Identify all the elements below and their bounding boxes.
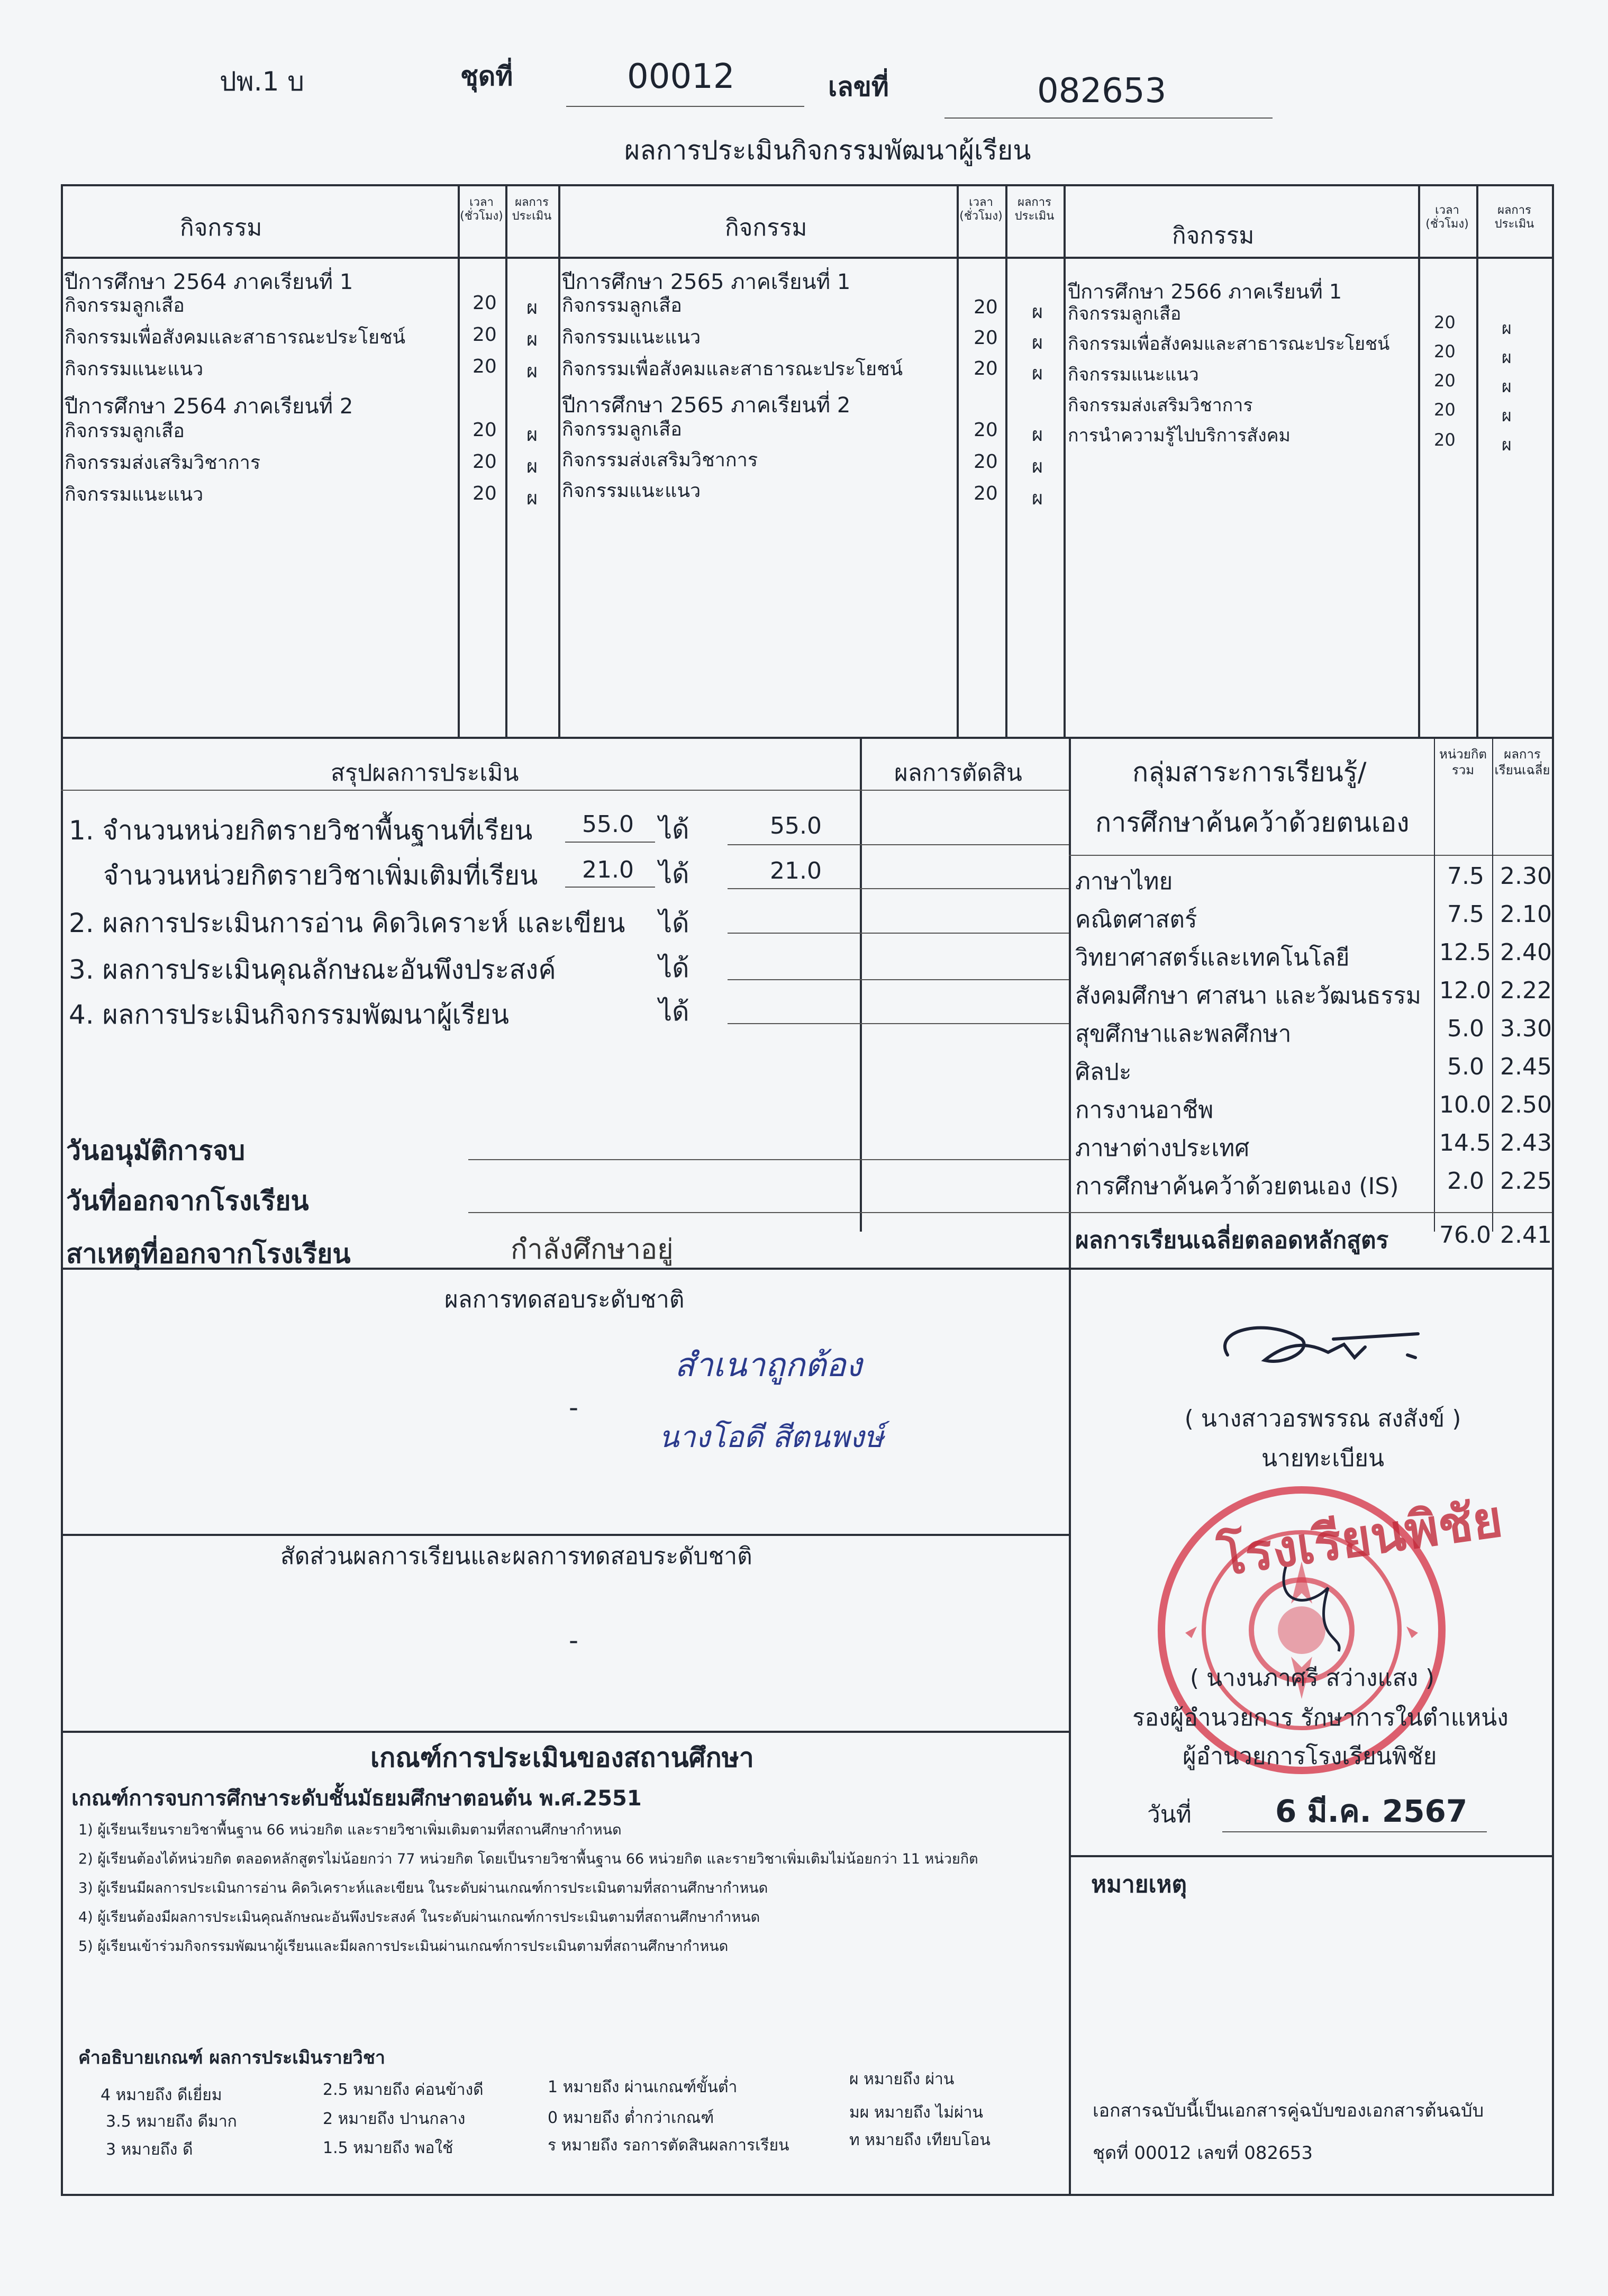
- result-header-1: ผลการประเมิน: [512, 196, 552, 223]
- subjects-title-1: กลุ่มสาระการเรียนรู้/: [1132, 757, 1367, 788]
- activity-hours: 20: [974, 296, 998, 318]
- summary-row-value: 21.0: [582, 856, 634, 883]
- activity-result: ผ: [526, 297, 538, 319]
- subjects-title-2: การศึกษาค้นคว้าด้วยตนเอง: [1095, 807, 1410, 838]
- got-label: ได้: [659, 953, 689, 983]
- activity-name: กิจกรรมแนะแนว: [65, 484, 204, 505]
- legend-item: ผ หมายถึง ผ่าน: [849, 2070, 955, 2089]
- summary-row-label: 1. จำนวนหน่วยกิตรายวิชาพื้นฐานที่เรียน: [69, 815, 533, 846]
- legend-title: คำอธิบายเกณฑ์ ผลการประเมินรายวิชา: [78, 2047, 386, 2068]
- national-test-value: -: [569, 1392, 579, 1423]
- summary-row-label: 4. ผลการประเมินกิจกรรมพัฒนาผู้เรียน: [69, 999, 510, 1030]
- subject-credit: 5.0: [1447, 1015, 1484, 1042]
- activity-name: กิจกรรมแนะแนว: [562, 480, 701, 502]
- legend-item: มผ หมายถึง ไม่ผ่าน: [849, 2103, 984, 2122]
- activity-header-2: กิจกรรม: [725, 214, 807, 241]
- activity-result: ผ: [1032, 487, 1043, 509]
- criteria-item: 5) ผู้เรียนเข้าร่วมกิจกรรมพัฒนาผู้เรียนและมีผลการประเมินผ่านเกณฑ์การประเมินตามที่สถานศึกษากำหนด: [78, 1938, 729, 1955]
- activity-hours: 20: [974, 451, 998, 473]
- activity-name: กิจกรรมเพื่อสังคมและสาธารณะประโยชน์: [1068, 333, 1390, 355]
- legend-item: 3.5 หมายถึง ดีมาก: [106, 2112, 237, 2131]
- activity-name: กิจกรรมส่งเสริมวิชาการ: [65, 452, 261, 474]
- got-label: ได้: [659, 908, 689, 938]
- subject-grade: 2.45: [1500, 1053, 1552, 1080]
- criteria-subtitle: เกณฑ์การจบการศึกษาระดับชั้นมัธยมศึกษาตอนต้น พ.ศ.2551: [71, 1786, 642, 1811]
- activity-hours: 20: [974, 358, 998, 379]
- ratio-value: -: [569, 1625, 579, 1656]
- date-value: 6 มี.ค. 2567: [1275, 1793, 1468, 1829]
- got-label: ได้: [659, 996, 689, 1027]
- approve-date-label: วันอนุมัติการจบ: [66, 1135, 246, 1166]
- criteria-item: 4) ผู้เรียนต้องมีผลการประเมินคุณลักษณะอันพึงประสงค์ ในระดับผ่านเกณฑ์การประเมินตามที่สถานศึกษากำหนด: [78, 1909, 760, 1926]
- activity-name: กิจกรรมส่งเสริมวิชาการ: [562, 449, 758, 471]
- activity-hours: 20: [473, 292, 497, 314]
- activity-result: ผ: [526, 487, 538, 509]
- summary-row-got: 21.0: [770, 857, 822, 884]
- criteria-title: เกณฑ์การประเมินของสถานศึกษา: [370, 1742, 754, 1773]
- activity-result: ผ: [1502, 318, 1512, 338]
- set-number: 00012: [627, 57, 735, 96]
- activity-result: ผ: [1502, 376, 1512, 396]
- result-header-3: ผลการประเมิน: [1494, 204, 1534, 231]
- subject-credit: 12.0: [1439, 977, 1491, 1004]
- activity-result: ผ: [1502, 435, 1512, 455]
- summary-title: สรุปผลการประเมิน: [331, 760, 519, 787]
- term-title: ปีการศึกษา 2564 ภาคเรียนที่ 1: [65, 270, 353, 294]
- national-test-title: ผลการทดสอบระดับชาติ: [444, 1286, 685, 1313]
- activity-hours: 20: [473, 483, 497, 504]
- activity-result: ผ: [526, 456, 538, 477]
- registrar-signature-mark: [1206, 1307, 1439, 1392]
- activity-name: กิจกรรมแนะแนว: [1068, 364, 1199, 385]
- subject-credit: 2.0: [1447, 1168, 1484, 1195]
- activity-result: ผ: [1032, 332, 1043, 354]
- legend-item: 4 หมายถึง ดีเยี่ยม: [101, 2086, 222, 2104]
- activity-hours: 20: [473, 419, 497, 441]
- subject-credit: 12.5: [1439, 939, 1491, 966]
- subject-name: ภาษาต่างประเทศ: [1075, 1135, 1250, 1162]
- legend-item: ร หมายถึง รอการตัดสินผลการเรียน: [548, 2136, 789, 2155]
- subject-grade: 2.43: [1500, 1129, 1552, 1156]
- subject-credit: 10.0: [1439, 1091, 1491, 1118]
- registrar-position: นายทะเบียน: [1261, 1445, 1385, 1472]
- leave-reason-value: กำลังศึกษาอยู่: [511, 1234, 674, 1265]
- subject-name: สังคมศึกษา ศาสนา และวัฒนธรรม: [1075, 982, 1421, 1009]
- activity-hours: 20: [1434, 312, 1456, 332]
- activity-hours: 20: [473, 451, 497, 473]
- set-label: ชุดที่: [460, 61, 513, 92]
- legend-item: 0 หมายถึง ต่ำกว่าเกณฑ์: [548, 2109, 714, 2127]
- subject-grade: 2.30: [1500, 863, 1552, 890]
- subject-grade: 2.50: [1500, 1091, 1552, 1118]
- term-title: ปีการศึกษา 2565 ภาคเรียนที่ 1: [562, 270, 851, 294]
- form-code: ปพ.1 บ: [220, 66, 305, 97]
- subject-credit: 7.5: [1447, 901, 1484, 928]
- leave-date-label: วันที่ออกจากโรงเรียน: [66, 1186, 309, 1216]
- activity-hours: 20: [974, 483, 998, 504]
- activity-hours: 20: [974, 419, 998, 441]
- activity-header-1: กิจกรรม: [180, 214, 262, 241]
- activity-name: การนำความรู้ไปบริการสังคม: [1068, 425, 1291, 446]
- date-label: วันที่: [1147, 1801, 1192, 1828]
- activity-name: กิจกรรมลูกเสือ: [562, 295, 682, 317]
- time-header-2: เวลา (ชั่วโมง): [959, 196, 1003, 223]
- activity-hours: 20: [1434, 400, 1456, 420]
- copy-note-2: ชุดที่ 00012 เลขที่ 082653: [1093, 2143, 1313, 2164]
- activity-hours: 20: [974, 327, 998, 349]
- page-title: ผลการประเมินกิจกรรมพัฒนาผู้เรียน: [624, 135, 1031, 166]
- summary-row-value: 55.0: [582, 811, 634, 838]
- subject-grade: 2.25: [1500, 1168, 1552, 1195]
- result-header-2: ผลการประเมิน: [1014, 196, 1055, 223]
- activity-result: ผ: [1502, 347, 1512, 367]
- activity-result: ผ: [1032, 363, 1043, 384]
- activity-result: ผ: [526, 360, 538, 382]
- copy-note-1: เอกสารฉบับนี้เป็นเอกสารคู่ฉบับของเอกสารต้นฉบับ: [1093, 2100, 1484, 2121]
- director-name: ( นางนภาศรี สว่างแสง ): [1189, 1665, 1435, 1692]
- legend-item: 3 หมายถึง ดี: [106, 2140, 193, 2159]
- activity-name: กิจกรรมส่งเสริมวิชาการ: [1068, 395, 1253, 416]
- activity-hours: 20: [473, 356, 497, 377]
- activity-result: ผ: [1032, 424, 1043, 446]
- legend-item: ท หมายถึง เทียบโอน: [849, 2131, 991, 2149]
- activity-header-3: กิจกรรม: [1172, 222, 1255, 249]
- subject-name: คณิตศาสตร์: [1075, 906, 1197, 933]
- total-credit: 76.0: [1439, 1222, 1491, 1249]
- total-grade: 2.41: [1500, 1222, 1552, 1249]
- subject-name: การศึกษาค้นคว้าด้วยตนเอง (IS): [1075, 1173, 1399, 1200]
- criteria-item: 3) ผู้เรียนมีผลการประเมินการอ่าน คิดวิเคราะห์และเขียน ในระดับผ่านเกณฑ์การประเมินตามที่สถานศึกษากำหนด: [78, 1880, 768, 1896]
- activity-name: กิจกรรมแนะแนว: [65, 358, 204, 380]
- subject-credit: 5.0: [1447, 1053, 1484, 1080]
- certify-handwriting-2: นางโอดี สีตนพงษ์: [659, 1420, 884, 1454]
- decision-title: ผลการตัดสิน: [894, 760, 1022, 787]
- legend-item: 2.5 หมายถึง ค่อนข้างดี: [323, 2081, 484, 2099]
- activity-result: ผ: [1502, 405, 1512, 426]
- document-number: 082653: [1037, 71, 1167, 111]
- director-position-1: รองผู้อำนวยการ รักษาการในตำแหน่ง: [1132, 1704, 1509, 1731]
- subject-credit: 14.5: [1439, 1129, 1491, 1156]
- activity-name: กิจกรรมเพื่อสังคมและสาธารณะประโยชน์: [562, 358, 903, 380]
- activity-name: กิจกรรมลูกเสือ: [1068, 303, 1182, 324]
- activity-hours: 20: [1434, 370, 1456, 391]
- ratio-title: สัดส่วนผลการเรียนและผลการทดสอบระดับชาติ: [280, 1543, 752, 1570]
- stamp-text: โรงเรียนพิชัย: [1214, 1488, 1506, 1588]
- activity-name: กิจกรรมลูกเสือ: [65, 295, 185, 317]
- leave-reason-label: สาเหตุที่ออกจากโรงเรียน: [66, 1239, 351, 1269]
- subject-name: การงานอาชีพ: [1075, 1097, 1214, 1124]
- time-header-1: เวลา (ชั่วโมง): [460, 196, 503, 223]
- subject-grade: 2.40: [1500, 939, 1552, 966]
- subject-name: ภาษาไทย: [1075, 868, 1173, 895]
- subject-name: สุขศึกษาและพลศึกษา: [1075, 1020, 1292, 1047]
- got-label: ได้: [659, 814, 689, 845]
- activity-name: กิจกรรมลูกเสือ: [65, 420, 185, 442]
- subject-name: วิทยาศาสตร์และเทคโนโลยี: [1075, 944, 1350, 971]
- grade-header: ผลการเรียนเฉลี่ย: [1494, 747, 1550, 778]
- legend-item: 1 หมายถึง ผ่านเกณฑ์ขั้นต่ำ: [548, 2078, 738, 2096]
- activity-hours: 20: [1434, 430, 1456, 450]
- activity-name: กิจกรรมเพื่อสังคมและสาธารณะประโยชน์: [65, 327, 406, 348]
- activity-result: ผ: [526, 424, 538, 446]
- criteria-item: 1) ผู้เรียนเรียนรายวิชาพื้นฐาน 66 หน่วยกิต และรายวิชาเพิ่มเติมตามที่สถานศึกษากำหนด: [78, 1822, 622, 1838]
- subject-grade: 2.10: [1500, 901, 1552, 928]
- subject-grade: 3.30: [1500, 1015, 1552, 1042]
- certify-handwriting-1: สำเนาถูกต้อง: [675, 1345, 862, 1384]
- got-label: ได้: [659, 858, 689, 889]
- activity-hours: 20: [473, 324, 497, 346]
- legend-item: 1.5 หมายถึง พอใช้: [323, 2139, 453, 2157]
- term-title: ปีการศึกษา 2566 ภาคเรียนที่ 1: [1068, 280, 1342, 303]
- credit-header: หน่วยกิต รวม: [1439, 747, 1487, 778]
- registrar-name: ( นางสาวอรพรรณ สงสังข์ ): [1184, 1405, 1461, 1432]
- summary-row-got: 55.0: [770, 812, 822, 839]
- remark-title: หมายเหตุ: [1091, 1871, 1187, 1898]
- number-label: เลขที่: [828, 71, 889, 102]
- activity-hours: 20: [1434, 341, 1456, 361]
- activity-result: ผ: [1032, 301, 1043, 323]
- director-position-2: ผู้อำนวยการโรงเรียนพิชัย: [1183, 1743, 1437, 1770]
- legend-item: 2 หมายถึง ปานกลาง: [323, 2110, 466, 2128]
- term-title: ปีการศึกษา 2565 ภาคเรียนที่ 2: [562, 393, 851, 418]
- time-header-3: เวลา (ชั่วโมง): [1425, 204, 1469, 231]
- activity-name: กิจกรรมแนะแนว: [562, 327, 701, 348]
- subject-grade: 2.22: [1500, 977, 1552, 1004]
- summary-row-label: 2. ผลการประเมินการอ่าน คิดวิเคราะห์ และเขียน: [69, 908, 625, 938]
- summary-row-label: จำนวนหน่วยกิตรายวิชาเพิ่มเติมที่เรียน: [103, 860, 538, 891]
- activity-name: กิจกรรมลูกเสือ: [562, 419, 682, 440]
- subject-credit: 7.5: [1447, 863, 1484, 890]
- term-title: ปีการศึกษา 2564 ภาคเรียนที่ 2: [65, 394, 353, 419]
- activity-result: ผ: [1032, 456, 1043, 477]
- summary-row-label: 3. ผลการประเมินคุณลักษณะอันพึงประสงค์: [69, 954, 556, 985]
- subject-name: ศิลปะ: [1075, 1059, 1132, 1086]
- total-label: ผลการเรียนเฉลี่ยตลอดหลักสูตร: [1075, 1227, 1389, 1254]
- criteria-item: 2) ผู้เรียนต้องได้หน่วยกิต ตลอดหลักสูตรไม่น้อยกว่า 77 หน่วยกิต โดยเป็นรายวิชาพื้นฐาน 66 หน่วยกิต และรายวิชาเพิ่มเติมไม่น้อยกว่า 11 หน่วยกิต: [78, 1851, 978, 1867]
- activity-result: ผ: [526, 329, 538, 350]
